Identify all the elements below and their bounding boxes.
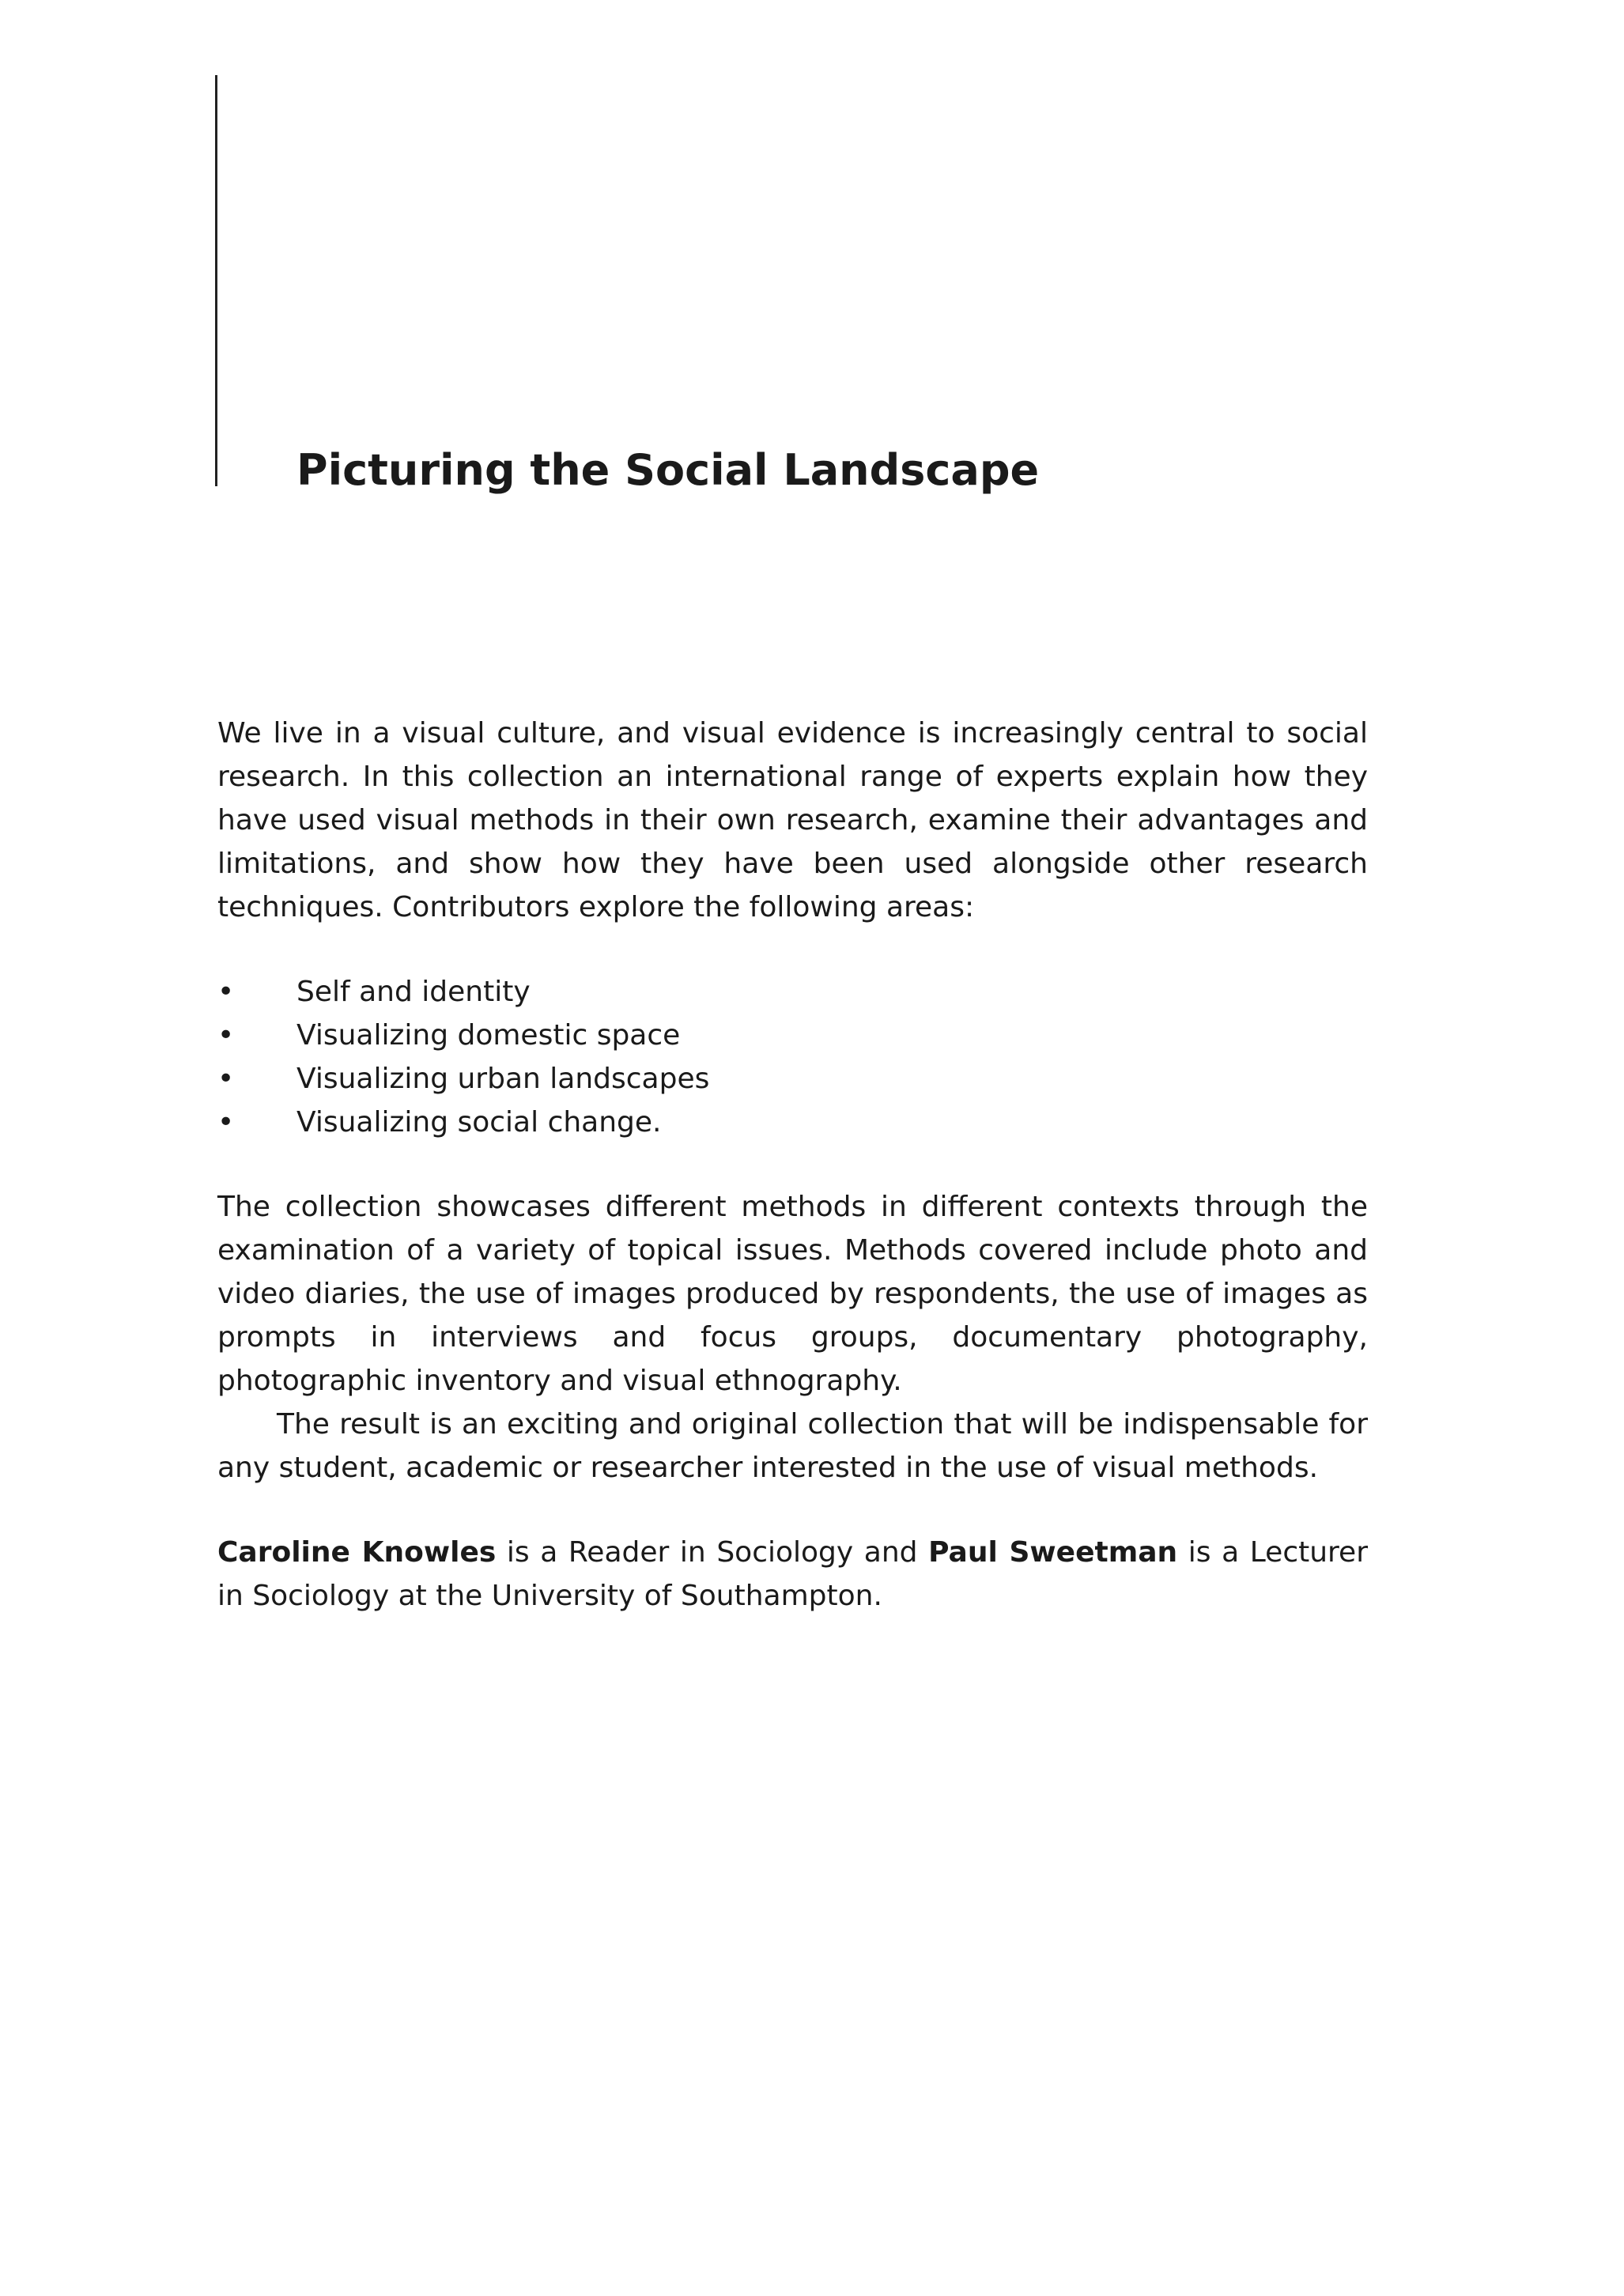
list-item-label: Visualizing urban landscapes <box>296 1063 710 1095</box>
list-item-label: Self and identity <box>296 976 531 1008</box>
result-paragraph: The result is an exciting and original collection that will be indispensable for any student, academic or researcher interested in the use of visual methods. <box>217 1408 1368 1484</box>
bullet-icon: • <box>217 976 235 1008</box>
body-text <box>217 712 1368 1618</box>
author-name: Caroline Knowles <box>217 1536 497 1569</box>
bullet-icon: • <box>217 1019 235 1052</box>
list-item <box>217 1014 1368 1057</box>
list-item <box>217 1057 1368 1101</box>
list-item <box>217 1101 1368 1144</box>
author-name: Paul Sweetman <box>928 1536 1178 1569</box>
intro-paragraph: We live in a visual culture, and visual evidence is increasingly central to social research. In this collection an international range of experts explain how they have used visual methods in their own research, examine their advantages and limitations, and show how they have been used alongside other research techniques. Contributors explore the following areas: <box>217 717 1368 923</box>
vertical-rule <box>215 75 217 486</box>
page-title: Picturing the Social Landscape <box>296 445 1040 495</box>
list-item-label: Visualizing social change. <box>296 1106 662 1139</box>
bullet-icon: • <box>217 1063 235 1095</box>
bullet-icon: • <box>217 1106 235 1139</box>
author-role: is a Lecturer in Sociology at the University of Southampton. <box>217 1536 1369 1612</box>
list-item <box>217 970 1368 1014</box>
methods-paragraph: The collection showcases different methods in different contexts through the examination of a variety of topical issues. Methods covered include photo and video diaries, the use of images produced by respondents, the use of images as prompts in interviews and focus groups, documentary photography, photographic inventory and visual ethnography. <box>217 1191 1368 1397</box>
author-role: is a Reader in Sociology and <box>496 1536 929 1569</box>
author-bio <box>217 1531 1368 1618</box>
areas-list <box>217 970 1368 1144</box>
list-item-label: Visualizing domestic space <box>296 1019 681 1052</box>
